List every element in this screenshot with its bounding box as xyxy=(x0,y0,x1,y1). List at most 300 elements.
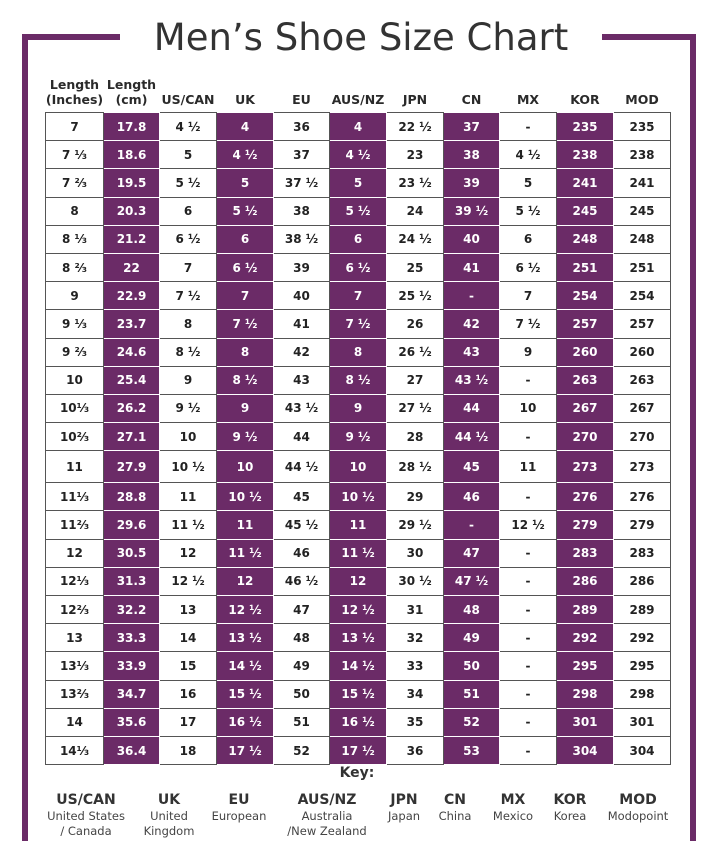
table-cell: 279 xyxy=(557,511,614,539)
table-cell: 26 ½ xyxy=(387,338,444,366)
table-cell: 15 xyxy=(160,652,217,680)
table-cell: 304 xyxy=(614,736,671,764)
table-cell: 235 xyxy=(614,113,671,141)
table-cell: 17 ½ xyxy=(217,736,274,764)
table-cell: 6 xyxy=(160,197,217,225)
table-cell: 9 ½ xyxy=(217,423,274,451)
table-cell: 29 ½ xyxy=(387,511,444,539)
table-cell: 257 xyxy=(557,310,614,338)
table-row xyxy=(46,394,671,422)
table-cell: 23 xyxy=(387,141,444,169)
key-description-line2: /New Zealand xyxy=(287,824,367,838)
table-cell: 44 xyxy=(274,423,330,451)
table-row xyxy=(46,338,671,366)
table-cell: 18.6 xyxy=(104,141,160,169)
table-cell: 12 ½ xyxy=(500,511,557,539)
table-cell: 286 xyxy=(614,567,671,595)
table-cell: 10⅔ xyxy=(46,423,104,451)
column-header-line2: UK xyxy=(235,92,255,107)
frame-left xyxy=(22,34,28,841)
table-cell: 38 xyxy=(444,141,500,169)
table-cell: 16 ½ xyxy=(217,708,274,736)
table-cell: 9 ½ xyxy=(160,394,217,422)
table-cell: - xyxy=(500,483,557,511)
table-cell: 11 xyxy=(500,451,557,483)
table-cell: 12 ½ xyxy=(330,596,387,624)
table-cell: 263 xyxy=(557,366,614,394)
table-cell: 263 xyxy=(614,366,671,394)
table-cell: 51 xyxy=(444,680,500,708)
table-cell: 42 xyxy=(444,310,500,338)
table-cell: 248 xyxy=(614,225,671,253)
table-cell: 39 ½ xyxy=(444,197,500,225)
table-cell: - xyxy=(500,539,557,567)
table-cell: - xyxy=(500,596,557,624)
table-cell: 46 ½ xyxy=(274,567,330,595)
table-cell: 43 ½ xyxy=(444,366,500,394)
table-cell: 12 xyxy=(46,539,104,567)
table-cell: 46 xyxy=(444,483,500,511)
table-cell: - xyxy=(500,652,557,680)
table-row xyxy=(46,596,671,624)
table-cell: 292 xyxy=(557,624,614,652)
table-row xyxy=(46,225,671,253)
table-cell: 273 xyxy=(557,451,614,483)
table-cell: 238 xyxy=(557,141,614,169)
table-cell: 273 xyxy=(614,451,671,483)
table-cell: 33.3 xyxy=(104,624,160,652)
table-cell: 11 xyxy=(330,511,387,539)
key-item xyxy=(588,792,688,824)
table-cell: 12 xyxy=(330,567,387,595)
table-cell: 38 xyxy=(274,197,330,225)
table-cell: 15 ½ xyxy=(330,680,387,708)
table-cell: 289 xyxy=(557,596,614,624)
table-cell: 47 ½ xyxy=(444,567,500,595)
table-cell: 31 xyxy=(387,596,444,624)
table-cell: 10⅓ xyxy=(46,394,104,422)
column-header xyxy=(274,73,330,113)
size-chart-table xyxy=(45,73,671,765)
table-cell: 30 xyxy=(387,539,444,567)
column-header xyxy=(330,73,387,113)
table-cell: 43 xyxy=(274,366,330,394)
table-cell: 267 xyxy=(557,394,614,422)
table-cell: 7 ½ xyxy=(500,310,557,338)
column-header-line2: (Inches) xyxy=(45,92,104,107)
table-cell: 44 ½ xyxy=(274,451,330,483)
table-cell: 6 ½ xyxy=(160,225,217,253)
key-title: Key: xyxy=(339,765,375,781)
table-cell: 18 xyxy=(160,736,217,764)
table-cell: 7 ⅓ xyxy=(46,141,104,169)
table-cell: 8 xyxy=(46,197,104,225)
table-cell: 12⅔ xyxy=(46,596,104,624)
table-cell: 6 xyxy=(330,225,387,253)
table-cell: 276 xyxy=(557,483,614,511)
table-row xyxy=(46,652,671,680)
table-row xyxy=(46,511,671,539)
table-cell: - xyxy=(500,366,557,394)
table-row xyxy=(46,708,671,736)
table-cell: 36.4 xyxy=(104,736,160,764)
key-abbreviation: CN xyxy=(444,792,466,808)
table-cell: 286 xyxy=(557,567,614,595)
table-cell: 6 ½ xyxy=(217,253,274,281)
table-cell: 5 xyxy=(500,169,557,197)
table-cell: 4 xyxy=(217,113,274,141)
column-header xyxy=(104,73,160,113)
table-cell: 254 xyxy=(557,282,614,310)
table-cell: 8 ½ xyxy=(217,366,274,394)
table-cell: - xyxy=(500,567,557,595)
table-cell: 295 xyxy=(614,652,671,680)
key-description: Australia xyxy=(301,809,353,823)
table-cell: 32.2 xyxy=(104,596,160,624)
table-cell: 51 xyxy=(274,708,330,736)
table-cell: 4 ½ xyxy=(160,113,217,141)
table-cell: 37 xyxy=(274,141,330,169)
table-cell: 37 ½ xyxy=(274,169,330,197)
column-header xyxy=(614,73,671,113)
table-cell: - xyxy=(444,511,500,539)
table-row xyxy=(46,113,671,141)
table-cell: 47 xyxy=(274,596,330,624)
table-cell: 44 xyxy=(444,394,500,422)
table-cell: 52 xyxy=(274,736,330,764)
table-cell: 292 xyxy=(614,624,671,652)
table-cell: 276 xyxy=(614,483,671,511)
table-cell: 50 xyxy=(274,680,330,708)
key-abbreviation: MOD xyxy=(619,792,657,808)
key-description-line2: Kingdom xyxy=(143,824,195,838)
table-cell: 10 ½ xyxy=(330,483,387,511)
table-cell: 8 ½ xyxy=(330,366,387,394)
table-cell: 238 xyxy=(614,141,671,169)
table-cell: 49 xyxy=(444,624,500,652)
table-cell: 47 xyxy=(444,539,500,567)
table-cell: 5 ½ xyxy=(217,197,274,225)
table-cell: 11 xyxy=(46,451,104,483)
table-cell: 45 xyxy=(444,451,500,483)
column-header xyxy=(500,73,557,113)
table-cell: 41 xyxy=(444,253,500,281)
key-description: United xyxy=(150,809,188,823)
table-cell: 9 ⅓ xyxy=(46,310,104,338)
table-cell: 283 xyxy=(557,539,614,567)
frame-right xyxy=(690,34,696,841)
table-cell: 5 ½ xyxy=(160,169,217,197)
column-header xyxy=(46,73,104,113)
table-cell: 12 ½ xyxy=(160,567,217,595)
table-cell: 42 xyxy=(274,338,330,366)
table-cell: 8 xyxy=(160,310,217,338)
table-cell: 9 xyxy=(46,282,104,310)
table-cell: 279 xyxy=(614,511,671,539)
table-row xyxy=(46,366,671,394)
key-description: Japan xyxy=(387,809,421,823)
table-cell: - xyxy=(500,113,557,141)
key-abbreviation: AUS/NZ xyxy=(297,792,357,808)
table-cell: 24 ½ xyxy=(387,225,444,253)
key-description: United States xyxy=(47,809,125,823)
column-header-line2: US/CAN xyxy=(161,92,215,107)
table-cell: 40 xyxy=(444,225,500,253)
column-header xyxy=(387,73,444,113)
table-cell: 17 ½ xyxy=(330,736,387,764)
table-row xyxy=(46,567,671,595)
table-cell: 17.8 xyxy=(104,113,160,141)
table-cell: 35 xyxy=(387,708,444,736)
page-title: Men’s Shoe Size Chart xyxy=(153,16,569,59)
table-cell: 49 xyxy=(274,652,330,680)
table-cell: 23.7 xyxy=(104,310,160,338)
table-cell: 39 xyxy=(444,169,500,197)
table-row xyxy=(46,736,671,764)
table-cell: 8 ⅓ xyxy=(46,225,104,253)
table-cell: 27 xyxy=(387,366,444,394)
table-cell: 10 ½ xyxy=(217,483,274,511)
column-header xyxy=(557,73,614,113)
table-cell: 6 xyxy=(217,225,274,253)
table-cell: 260 xyxy=(557,338,614,366)
key-description: China xyxy=(438,809,472,823)
table-cell: 6 ½ xyxy=(330,253,387,281)
frame-top-right xyxy=(602,34,696,40)
table-cell: 11⅓ xyxy=(46,483,104,511)
table-cell: 28 xyxy=(387,423,444,451)
table-row xyxy=(46,423,671,451)
column-header-line2: MX xyxy=(516,92,540,107)
table-cell: 9 xyxy=(500,338,557,366)
table-cell: 8 xyxy=(217,338,274,366)
table-cell: 53 xyxy=(444,736,500,764)
table-cell: - xyxy=(500,680,557,708)
table-row xyxy=(46,539,671,567)
table-cell: 45 ½ xyxy=(274,511,330,539)
table-cell: 41 xyxy=(274,310,330,338)
table-cell: 6 xyxy=(500,225,557,253)
table-cell: 8 xyxy=(330,338,387,366)
key-abbreviation: US/CAN xyxy=(56,792,116,808)
table-row xyxy=(46,169,671,197)
table-cell: 301 xyxy=(557,708,614,736)
table-cell: 10 xyxy=(217,451,274,483)
table-cell: 25.4 xyxy=(104,366,160,394)
table-cell: 9 xyxy=(330,394,387,422)
table-cell: 48 xyxy=(444,596,500,624)
table-cell: 11 xyxy=(217,511,274,539)
column-header-line2: (cm) xyxy=(115,92,148,107)
table-cell: 13 ½ xyxy=(217,624,274,652)
table-cell: 30.5 xyxy=(104,539,160,567)
key-abbreviation: UK xyxy=(157,792,181,808)
table-cell: 8 ⅔ xyxy=(46,253,104,281)
table-cell: 13⅔ xyxy=(46,680,104,708)
table-cell: 5 xyxy=(217,169,274,197)
table-cell: 11 ½ xyxy=(160,511,217,539)
column-header-line2: AUS/NZ xyxy=(331,92,385,107)
table-cell: 10 xyxy=(500,394,557,422)
table-cell: 46 xyxy=(274,539,330,567)
table-cell: 35.6 xyxy=(104,708,160,736)
table-cell: 16 ½ xyxy=(330,708,387,736)
table-cell: - xyxy=(500,423,557,451)
table-body xyxy=(46,113,671,765)
table-cell: 25 ½ xyxy=(387,282,444,310)
table-row xyxy=(46,141,671,169)
table-cell: 27 ½ xyxy=(387,394,444,422)
table-cell: 11 ½ xyxy=(217,539,274,567)
table-row xyxy=(46,624,671,652)
table-cell: 14 xyxy=(46,708,104,736)
table-cell: 26.2 xyxy=(104,394,160,422)
table-cell: 270 xyxy=(557,423,614,451)
table-cell: 24.6 xyxy=(104,338,160,366)
table-cell: 37 xyxy=(444,113,500,141)
table-cell: 44 ½ xyxy=(444,423,500,451)
table-cell: 36 xyxy=(387,736,444,764)
table-cell: 7 xyxy=(217,282,274,310)
table-cell: - xyxy=(444,282,500,310)
key-description: Korea xyxy=(553,809,587,823)
key-abbreviation: KOR xyxy=(553,792,587,808)
table-cell: 39 xyxy=(274,253,330,281)
table-cell: 7 ½ xyxy=(330,310,387,338)
table-cell: 13 xyxy=(160,596,217,624)
table-cell: 28.8 xyxy=(104,483,160,511)
table-cell: 22.9 xyxy=(104,282,160,310)
table-cell: - xyxy=(500,736,557,764)
table-cell: 13 xyxy=(46,624,104,652)
table-cell: 304 xyxy=(557,736,614,764)
table-cell: 12⅓ xyxy=(46,567,104,595)
table-cell: 7 xyxy=(46,113,104,141)
table-cell: 260 xyxy=(614,338,671,366)
table-cell: 48 xyxy=(274,624,330,652)
table-cell: 298 xyxy=(557,680,614,708)
table-cell: 12 ½ xyxy=(217,596,274,624)
table-cell: 32 xyxy=(387,624,444,652)
header-row xyxy=(46,73,671,113)
table-cell: 9 ½ xyxy=(330,423,387,451)
column-header-line2: MOD xyxy=(625,92,659,107)
column-header-line2: JPN xyxy=(402,92,428,107)
table-cell: 298 xyxy=(614,680,671,708)
table-cell: 50 xyxy=(444,652,500,680)
table-cell: 270 xyxy=(614,423,671,451)
table-cell: 5 ½ xyxy=(500,197,557,225)
table-cell: 40 xyxy=(274,282,330,310)
table-cell: 301 xyxy=(614,708,671,736)
table-cell: 28 ½ xyxy=(387,451,444,483)
table-cell: 13⅓ xyxy=(46,652,104,680)
table-cell: 251 xyxy=(557,253,614,281)
table-cell: 25 xyxy=(387,253,444,281)
table-row xyxy=(46,197,671,225)
table-cell: 30 ½ xyxy=(387,567,444,595)
table-cell: 7 xyxy=(330,282,387,310)
table-cell: 7 ½ xyxy=(217,310,274,338)
table-cell: 4 ½ xyxy=(217,141,274,169)
table-cell: 33.9 xyxy=(104,652,160,680)
key-item xyxy=(189,792,289,824)
table-cell: 235 xyxy=(557,113,614,141)
table-cell: 251 xyxy=(614,253,671,281)
table-cell: 14 ½ xyxy=(217,652,274,680)
column-header xyxy=(217,73,274,113)
table-row xyxy=(46,680,671,708)
table-cell: 16 xyxy=(160,680,217,708)
frame-top-left xyxy=(22,34,120,40)
table-cell: 38 ½ xyxy=(274,225,330,253)
table-cell: 4 ½ xyxy=(500,141,557,169)
table-cell: 29 xyxy=(387,483,444,511)
key-abbreviation: MX xyxy=(500,792,526,808)
table-cell: 7 xyxy=(160,253,217,281)
table-cell: 23 ½ xyxy=(387,169,444,197)
table-cell: 241 xyxy=(614,169,671,197)
table-cell: 9 xyxy=(160,366,217,394)
table-cell: 267 xyxy=(614,394,671,422)
table-cell: 17 xyxy=(160,708,217,736)
table-cell: 22 xyxy=(104,253,160,281)
table-cell: 45 xyxy=(274,483,330,511)
key-description: European xyxy=(211,809,267,823)
table-cell: 10 xyxy=(46,366,104,394)
table-cell: 10 ½ xyxy=(160,451,217,483)
table-cell: 295 xyxy=(557,652,614,680)
table-cell: 257 xyxy=(614,310,671,338)
key-description: Modopoint xyxy=(607,809,669,823)
column-header-line2: EU xyxy=(292,92,311,107)
table-cell: 5 ½ xyxy=(330,197,387,225)
table-cell: 22 ½ xyxy=(387,113,444,141)
table-cell: 283 xyxy=(614,539,671,567)
table-cell: - xyxy=(500,624,557,652)
key-abbreviation: EU xyxy=(228,792,250,808)
key-description: Mexico xyxy=(492,809,534,823)
column-header-line2: KOR xyxy=(570,92,600,107)
table-cell: 24 xyxy=(387,197,444,225)
table-cell: 9 ⅔ xyxy=(46,338,104,366)
column-header xyxy=(160,73,217,113)
table-cell: 7 xyxy=(500,282,557,310)
table-cell: 12 xyxy=(217,567,274,595)
table-row xyxy=(46,483,671,511)
table-cell: 248 xyxy=(557,225,614,253)
table-cell: 254 xyxy=(614,282,671,310)
table-row xyxy=(46,310,671,338)
table-row xyxy=(46,253,671,281)
table-cell: 31.3 xyxy=(104,567,160,595)
table-row xyxy=(46,451,671,483)
table-cell: 11 ½ xyxy=(330,539,387,567)
table-cell: 6 ½ xyxy=(500,253,557,281)
key-abbreviation: JPN xyxy=(390,792,418,808)
table-cell: 14⅓ xyxy=(46,736,104,764)
table-cell: 15 ½ xyxy=(217,680,274,708)
column-header-line1: Length xyxy=(106,77,157,92)
table-cell: 9 xyxy=(217,394,274,422)
table-cell: 29.6 xyxy=(104,511,160,539)
table-cell: 13 ½ xyxy=(330,624,387,652)
table-cell: 11 xyxy=(160,483,217,511)
table-cell: 34 xyxy=(387,680,444,708)
table-cell: 4 ½ xyxy=(330,141,387,169)
column-header-line2: CN xyxy=(461,92,482,107)
column-header xyxy=(444,73,500,113)
